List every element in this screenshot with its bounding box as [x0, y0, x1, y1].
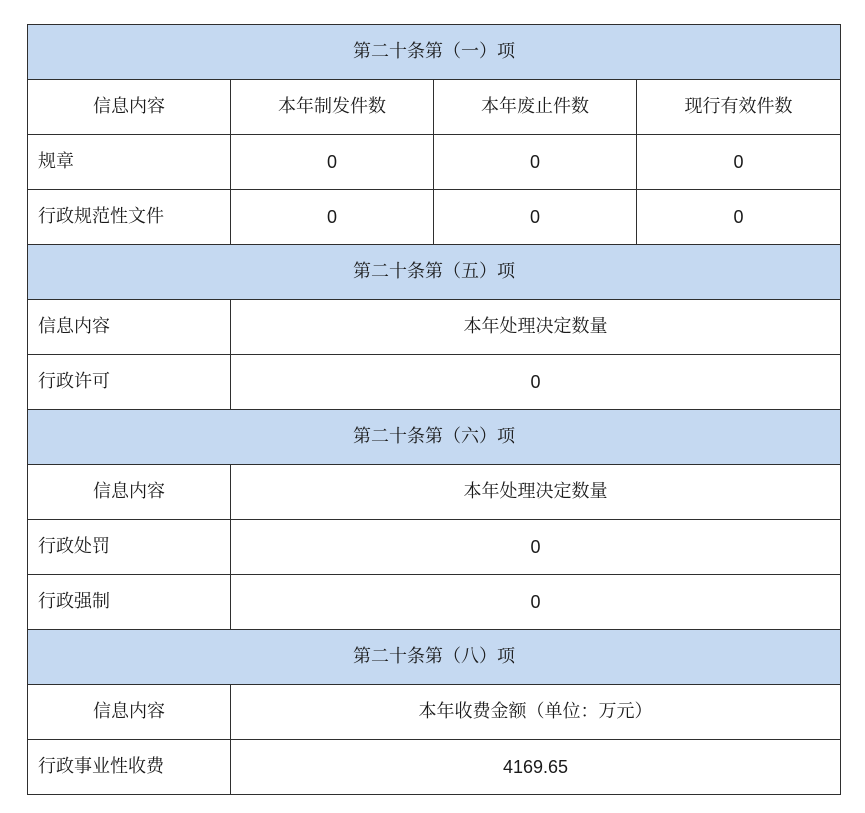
row-label: 行政处罚: [28, 520, 231, 575]
header-info-content: 信息内容: [28, 80, 231, 135]
header-info-content: 信息内容: [28, 685, 231, 740]
table-row: [28, 575, 841, 630]
header-valid-count: 现行有效件数: [637, 80, 841, 135]
row-label: 行政规范性文件: [28, 190, 231, 245]
repealed-value: 0: [434, 190, 637, 245]
table-row: [28, 190, 841, 245]
valid-value: 0: [637, 190, 841, 245]
section-title: 第二十条第（六）项: [28, 410, 841, 465]
header-fee-amount: 本年收费金额（单位：万元）: [231, 685, 841, 740]
table-row: [28, 135, 841, 190]
column-header-row: [28, 80, 841, 135]
table-row: [28, 355, 841, 410]
header-info-content: 信息内容: [28, 300, 231, 355]
issued-value: 0: [231, 190, 434, 245]
decision-value: 0: [231, 520, 841, 575]
column-header-row: [28, 685, 841, 740]
table-row: [28, 520, 841, 575]
fee-value: 4169.65: [231, 740, 841, 795]
valid-value: 0: [637, 135, 841, 190]
repealed-value: 0: [434, 135, 637, 190]
column-header-row: [28, 300, 841, 355]
row-label: 行政强制: [28, 575, 231, 630]
header-issued-count: 本年制发件数: [231, 80, 434, 135]
decision-value: 0: [231, 355, 841, 410]
section-title: 第二十条第（五）项: [28, 245, 841, 300]
header-decision-count: 本年处理决定数量: [231, 465, 841, 520]
section-header-row: [28, 630, 841, 685]
header-decision-count: 本年处理决定数量: [231, 300, 841, 355]
section-title: 第二十条第（一）项: [28, 25, 841, 80]
disclosure-table: [27, 24, 841, 795]
row-label: 行政许可: [28, 355, 231, 410]
section-title: 第二十条第（八）项: [28, 630, 841, 685]
section-header-row: [28, 245, 841, 300]
section-header-row: [28, 25, 841, 80]
row-label: 行政事业性收费: [28, 740, 231, 795]
decision-value: 0: [231, 575, 841, 630]
section-header-row: [28, 410, 841, 465]
header-info-content: 信息内容: [28, 465, 231, 520]
issued-value: 0: [231, 135, 434, 190]
row-label: 规章: [28, 135, 231, 190]
column-header-row: [28, 465, 841, 520]
header-repealed-count: 本年废止件数: [434, 80, 637, 135]
table-row: [28, 740, 841, 795]
